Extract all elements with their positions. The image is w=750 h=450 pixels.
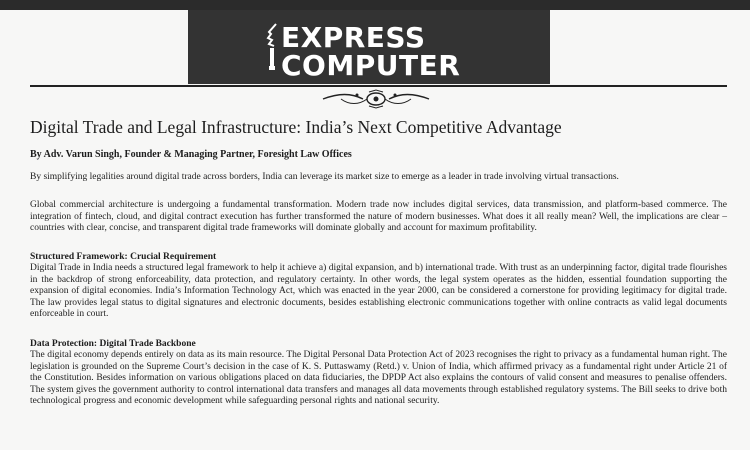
masthead-logo[interactable] <box>188 10 550 84</box>
article-title: Digital Trade and Legal Infrastructure: India’s Next Competitive Advantage <box>30 117 562 137</box>
section-body-structured-framework: Digital Trade in India needs a structured legal framework to help it achieve a) digital expansion, and b) international trade. With trust as an underpinning factor, digital trade flourishes in the backdrop of strong enforceability, data protection, and regulatory certainty. In other words, the legal system operates as the hidden, essential foundation supporting the expansion of digital economies. India’s Information Technology Act, which was enacted in the year 2000, can be considered a cornerstone for providing legitimacy for digital trade. The law provides legal status to digital signatures and electronic documents, besides establishing electronic communications together with online contracts as valid legal documents enforceable in court. <box>30 263 727 320</box>
quill-pen-icon <box>266 22 278 72</box>
top-bar <box>0 0 750 10</box>
decorative-flourish-icon <box>321 89 431 109</box>
section-heading-structured-framework: Structured Framework: Crucial Requirement <box>30 252 217 262</box>
section-body-data-protection: The digital economy depends entirely on data as its main resource. The Digital Personal Data Protection Act of 2023 recognises the right to privacy as a fundamental human right. The legislation is grounded on the Supreme Court’s decision in the case of K. S. Puttaswamy (Retd.) v. Union of India, which affirmed privacy as a fundamental right under Article 21 of the Constitution. Besides information on various obligations placed on data fiduciaries, the DPDP Act also explains the contours of valid consent and measures to penalise offenders. The system gives the government authority to control international data transfers and manages all data movements through established regulatory systems. The Bill seeks to drive both technological progress and economic development while safeguarding personal rights and national security. <box>30 350 727 407</box>
article-byline: By Adv. Varun Singh, Founder & Managing Partner, Foresight Law Offices <box>30 149 352 160</box>
logo-text-express: EXPRESS <box>281 21 426 54</box>
logo-text-computer: COMPUTER <box>281 49 461 82</box>
intro-paragraph: By simplifying legalities around digital trade across borders, India can leverage its market size to emerge as a leader in trade involving virtual transactions. <box>30 172 619 182</box>
header-divider <box>30 85 727 87</box>
global-paragraph: Global commercial architecture is undergoing a fundamental transformation. Modern trade now includes digital services, data transmission, and platform-based commerce. The integration of fintech, cloud, and digital contract execution has further transformed the nature of modern businesses. What does it all really mean? Well, the implications are clear – countries with clear, concise, and transparent digital trade frameworks will dominate globally and account for maximum profitability. <box>30 200 727 234</box>
section-heading-data-protection: Data Protection: Digital Trade Backbone <box>30 339 196 349</box>
